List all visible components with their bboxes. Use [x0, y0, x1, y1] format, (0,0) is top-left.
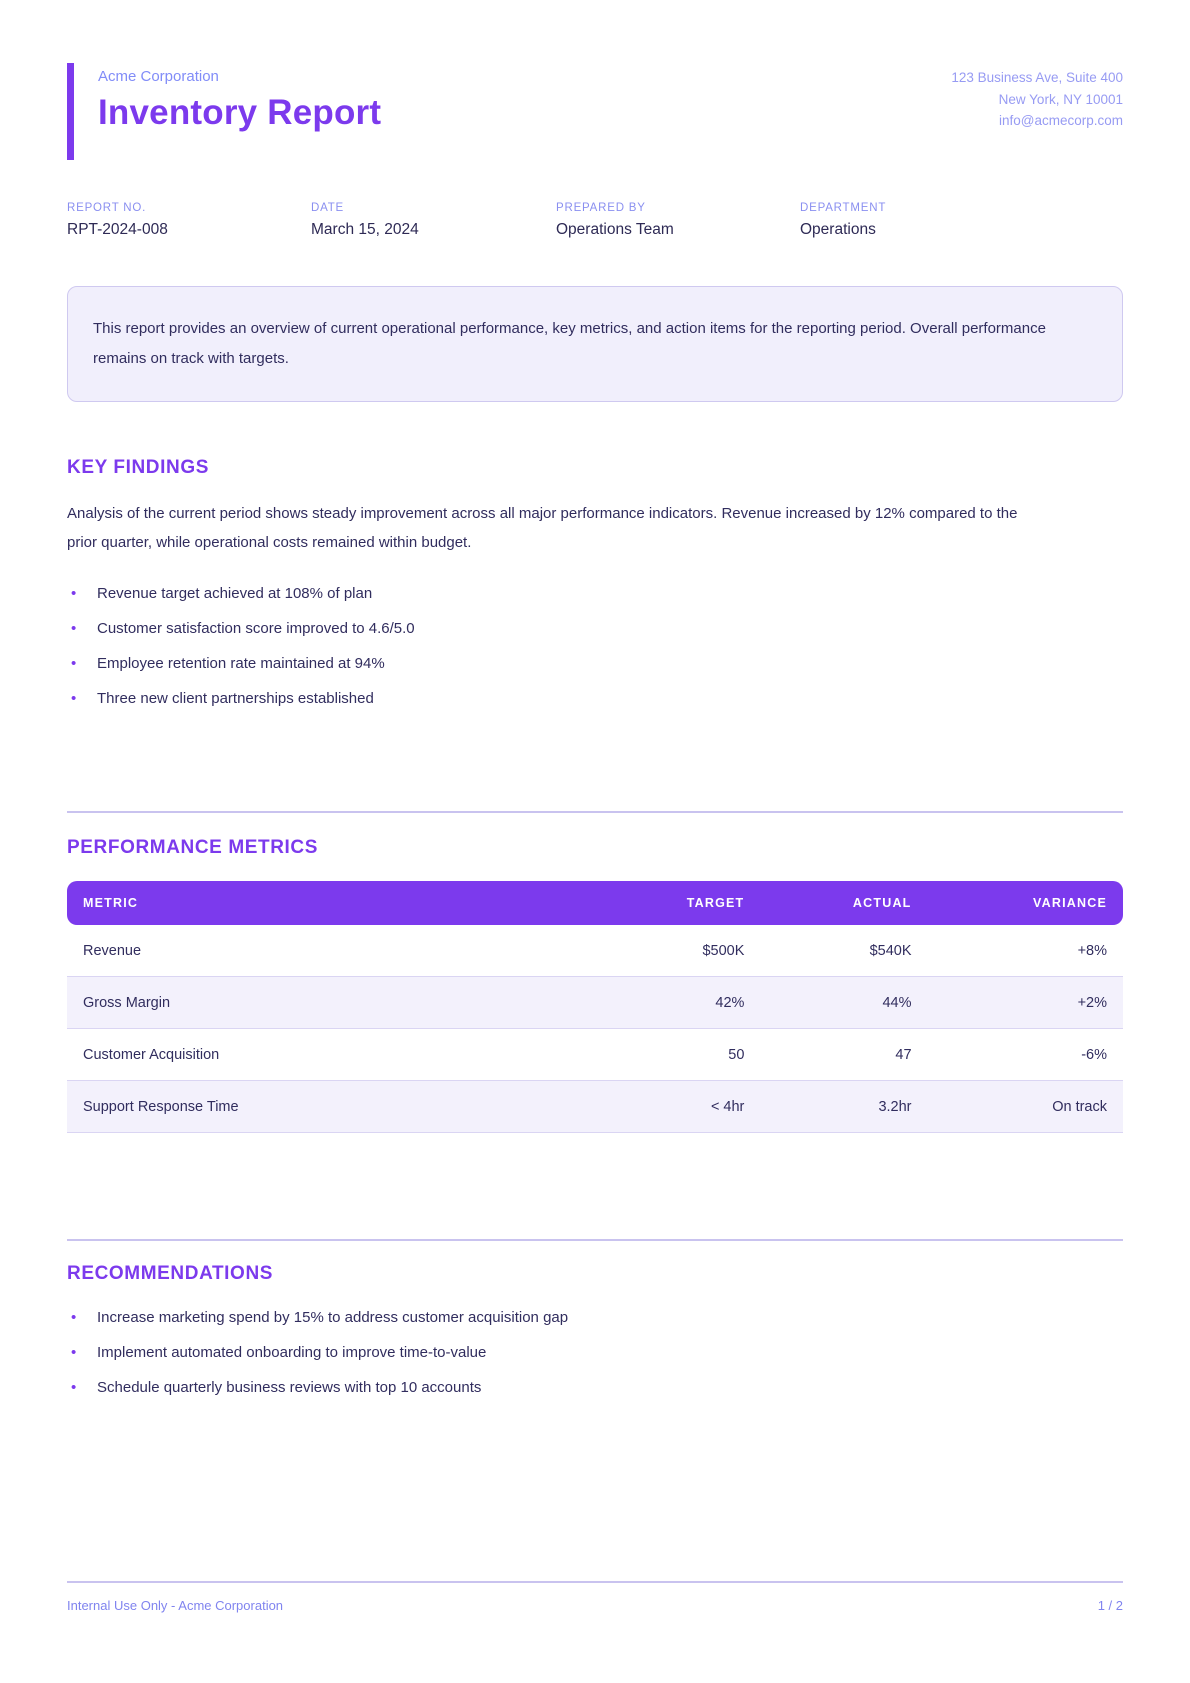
- cell-actual: 44%: [760, 977, 927, 1029]
- list-item-text: Increase marketing spend by 15% to address customer acquisition gap: [97, 1309, 569, 1326]
- summary-text: This report provides an overview of current operational performance, key metrics, and action items for the reporting period. Overall performance remains on track with targets.: [93, 320, 1046, 367]
- meta-label: REPORT NO.: [67, 202, 147, 214]
- key-findings-list: [67, 585, 1123, 707]
- cell-actual: $540K: [760, 925, 927, 977]
- title-group: [67, 63, 381, 160]
- key-findings-paragraph: Analysis of the current period shows steady improvement across all major performance indicators. Revenue increased by 12% compared to the prior quarter, while operational costs remained within budget.: [67, 505, 1018, 551]
- cell-actual: 47: [760, 1029, 927, 1081]
- recommendations-heading: RECOMMENDATIONS: [67, 1263, 274, 1284]
- recommendations-list: [67, 1309, 1123, 1396]
- meta-field-department: [800, 202, 1123, 239]
- bullet-icon: •: [71, 655, 77, 672]
- table-row: [67, 1029, 1123, 1081]
- page-title: Inventory Report: [98, 93, 382, 132]
- performance-metrics-heading: PERFORMANCE METRICS: [67, 837, 319, 858]
- cell-variance: +2%: [928, 977, 1123, 1029]
- list-item: [67, 690, 1123, 707]
- list-item-text: Revenue target achieved at 108% of plan: [97, 585, 373, 602]
- bullet-icon: •: [71, 620, 77, 637]
- cell-target: 50: [595, 1029, 760, 1081]
- cell-variance: -6%: [928, 1029, 1123, 1081]
- footer-classification: Internal Use Only - Acme Corporation: [67, 1598, 284, 1613]
- report-header: [67, 63, 1123, 160]
- address-block: [951, 63, 1123, 132]
- bullet-icon: •: [71, 1379, 77, 1396]
- meta-label: PREPARED BY: [556, 202, 646, 214]
- summary-box: [67, 286, 1123, 402]
- cell-metric: Customer Acquisition: [67, 1029, 595, 1081]
- page-footer: [67, 1581, 1123, 1613]
- bullet-icon: •: [71, 690, 77, 707]
- footer-row: [67, 1583, 1123, 1613]
- metrics-table-body: [67, 925, 1123, 1133]
- cell-metric: Gross Margin: [67, 977, 595, 1029]
- cell-target: < 4hr: [595, 1081, 760, 1133]
- list-item-text: Customer satisfaction score improved to 4.6/5.0: [97, 620, 415, 637]
- section-divider: [67, 811, 1123, 813]
- meta-label: DEPARTMENT: [800, 202, 887, 214]
- list-item: [67, 1309, 1123, 1326]
- list-item: [67, 1344, 1123, 1361]
- title-text-block: [98, 63, 381, 160]
- recommendations-section: [67, 1263, 1123, 1414]
- list-item: [67, 585, 1123, 602]
- section-divider: [67, 1239, 1123, 1241]
- list-item: [67, 620, 1123, 637]
- cell-metric: Revenue: [67, 925, 595, 977]
- meta-field-date: [311, 202, 556, 239]
- bullet-icon: •: [71, 585, 77, 602]
- accent-bar: [67, 63, 74, 160]
- key-findings-section: [67, 457, 1123, 725]
- bullet-icon: •: [71, 1344, 77, 1361]
- cell-metric: Support Response Time: [67, 1081, 595, 1133]
- meta-field-report-no: [67, 202, 311, 239]
- meta-value: Operations Team: [556, 221, 674, 238]
- meta-value: Operations: [800, 221, 876, 238]
- meta-value: March 15, 2024: [311, 221, 419, 238]
- metrics-table: [67, 881, 1123, 1133]
- list-item-text: Implement automated onboarding to improve time-to-value: [97, 1344, 487, 1361]
- key-findings-heading: KEY FINDINGS: [67, 457, 209, 478]
- page-number: 1 / 2: [1097, 1598, 1123, 1613]
- meta-row: [67, 202, 1123, 239]
- list-item: [67, 655, 1123, 672]
- column-header-metric: METRIC: [67, 881, 595, 925]
- column-header-target: TARGET: [595, 881, 760, 925]
- header-row: [67, 881, 1123, 925]
- cell-variance: +8%: [928, 925, 1123, 977]
- performance-metrics-section: [67, 837, 1123, 1133]
- address-line: New York, NY 10001: [998, 91, 1123, 107]
- table-row: [67, 1081, 1123, 1133]
- address-line: 123 Business Ave, Suite 400: [951, 70, 1123, 85]
- meta-field-prepared-by: [556, 202, 800, 239]
- company-name: Acme Corporation: [98, 68, 219, 85]
- meta-label: DATE: [311, 202, 345, 214]
- column-header-actual: ACTUAL: [760, 881, 927, 925]
- cell-target: 42%: [595, 977, 760, 1029]
- table-row: [67, 925, 1123, 977]
- cell-actual: 3.2hr: [760, 1081, 927, 1133]
- list-item: [67, 1379, 1123, 1396]
- cell-target: $500K: [595, 925, 760, 977]
- list-item-text: Schedule quarterly business reviews with top 10 accounts: [97, 1379, 482, 1396]
- list-item-text: Employee retention rate maintained at 94%: [97, 655, 385, 672]
- metrics-table-header: [67, 881, 1123, 925]
- address-email: info@acmecorp.com: [999, 113, 1123, 129]
- meta-value: RPT-2024-008: [67, 221, 168, 238]
- list-item-text: Three new client partnerships established: [97, 690, 374, 707]
- cell-variance: On track: [928, 1081, 1123, 1133]
- table-row: [67, 977, 1123, 1029]
- column-header-variance: VARIANCE: [928, 881, 1123, 925]
- bullet-icon: •: [71, 1309, 77, 1326]
